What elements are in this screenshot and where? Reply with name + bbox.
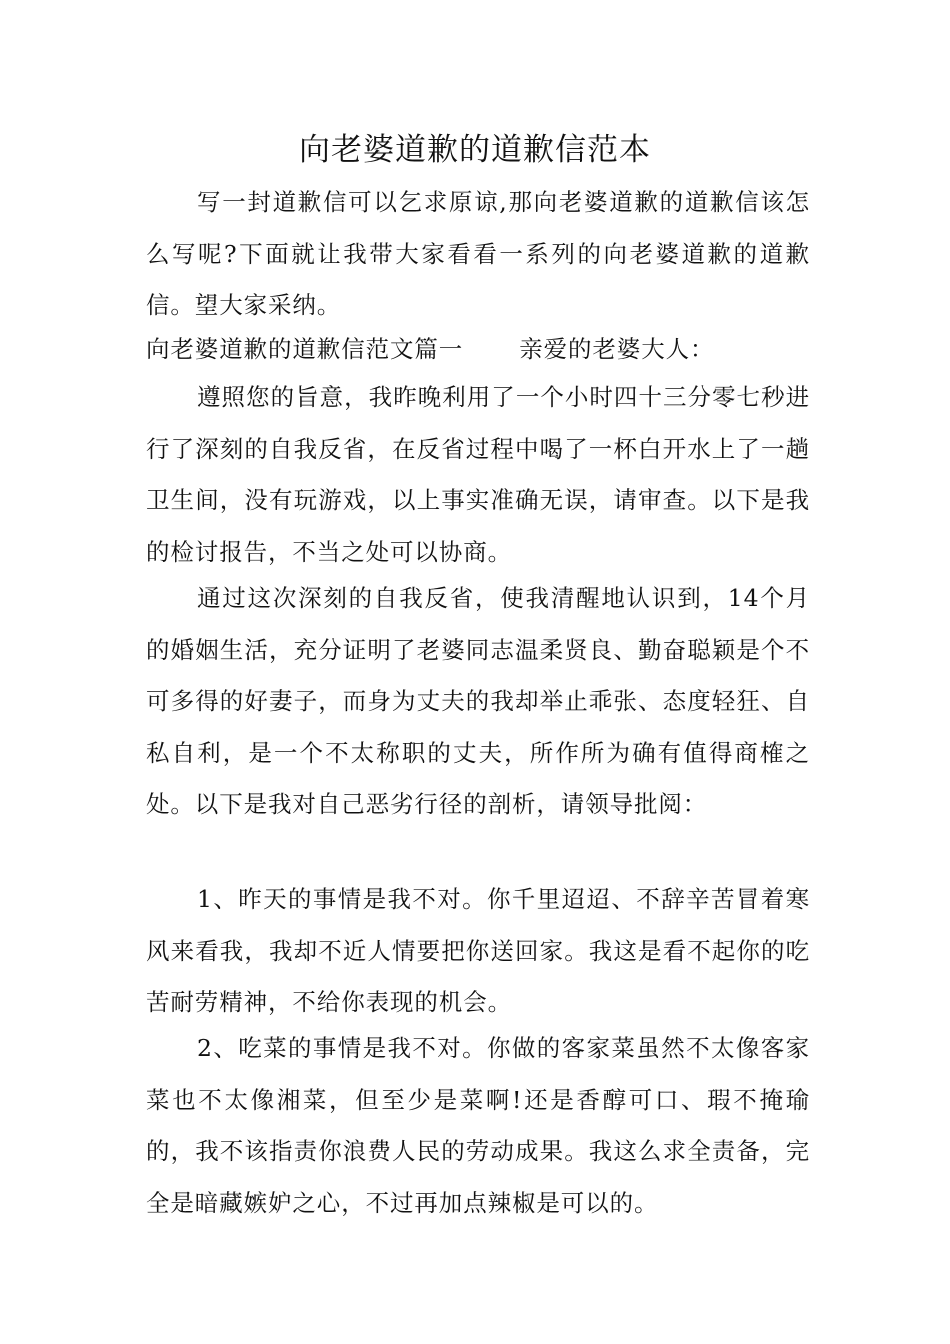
section-heading-line	[146, 324, 810, 375]
intro-paragraph: 写一封道歉信可以乞求原谅,那向老婆道歉的道歉信该怎么写呢?下面就让我带大家看看一系列的向老婆道歉的道歉信。望大家采纳。	[146, 188, 810, 319]
body-paragraph: 2、吃菜的事情是我不对。你做的客家菜虽然不太像客家菜也不太像湘菜，但至少是菜啊!还是香醇可口、瑕不掩瑜的，我不该指责你浪费人民的劳动成果。我这么求全责备，完全是暗藏嫉妒之心，不过再加点辣椒是可以的。	[146, 1034, 810, 1217]
body-paragraph: 遵照您的旨意，我昨晚利用了一个小时四十三分零七秒进行了深刻的自我反省，在反省过程中喝了一杯白开水上了一趟卫生间，没有玩游戏，以上事实准确无误，请审查。以下是我的检讨报告，不当之处可以协商。	[146, 383, 810, 566]
section-heading: 向老婆道歉的道歉信范文篇一	[146, 335, 464, 363]
body-paragraph: 通过这次深刻的自我反省，使我清醒地认识到，14个月的婚姻生活，充分证明了老婆同志温柔贤良、勤奋聪颖是个不可多得的好妻子，而身为丈夫的我却举止乖张、态度轻狂、自私自利，是一个不太称职的丈夫，所作所为确有值得商榷之处。以下是我对自己恶劣行径的剖析，请领导批阅：	[146, 584, 810, 818]
document-title: 向老婆道歉的道歉信范本	[299, 132, 651, 168]
salutation: 亲爱的老婆大人：	[519, 335, 715, 363]
body-paragraph: 1、昨天的事情是我不对。你千里迢迢、不辞辛苦冒着寒风来看我，我却不近人情要把你送回家。我这是看不起你的吃苦耐劳精神，不给你表现的机会。	[146, 885, 810, 1016]
